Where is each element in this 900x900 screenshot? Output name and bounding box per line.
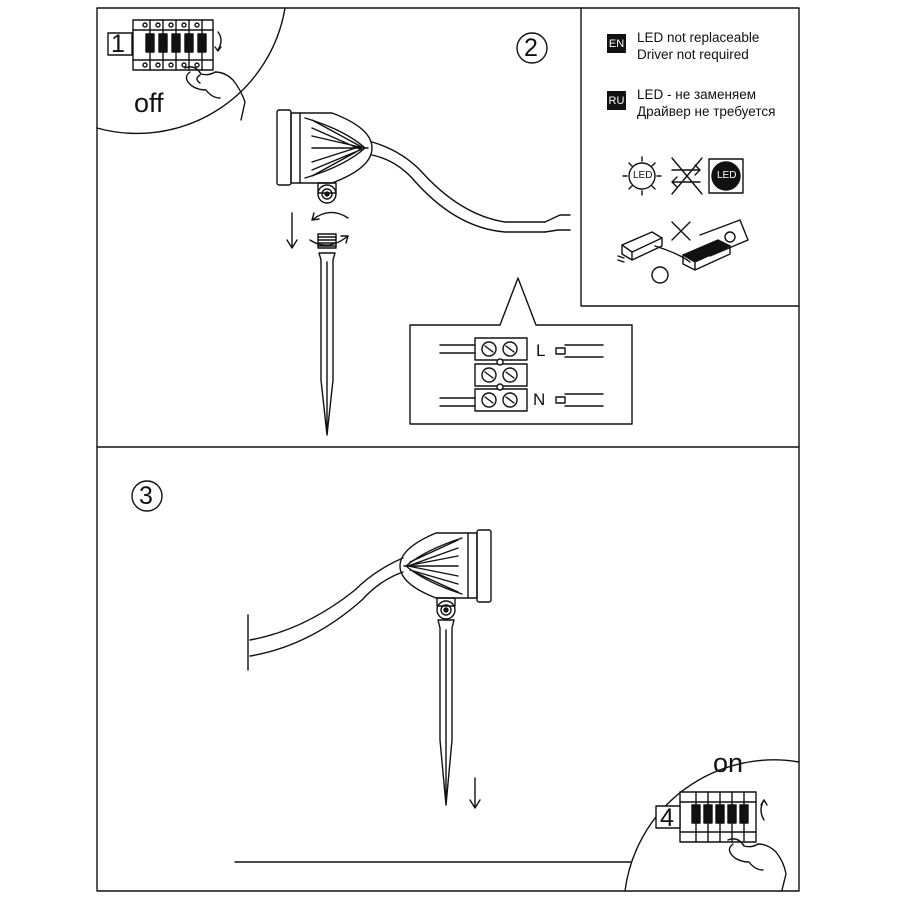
led-chip-label: LED — [717, 170, 737, 181]
spotlight-head — [277, 110, 570, 232]
ru-line1: LED - не заменяем — [637, 87, 757, 102]
step1-circle — [97, 8, 285, 133]
en-line1: LED not replaceable — [637, 30, 760, 45]
live-label: L — [536, 341, 546, 360]
driver-not-required-illustration — [618, 220, 748, 283]
en-tag: EN — [607, 34, 626, 53]
en-line2: Driver not required — [637, 47, 749, 62]
down-arrow-icon — [287, 213, 297, 248]
step2-number: 2 — [524, 34, 538, 62]
step1-caption: off — [134, 88, 164, 118]
step1-number: 1 — [111, 30, 125, 58]
led-not-replaceable-icon — [672, 158, 702, 194]
installed-spotlight — [248, 530, 491, 805]
step4-circle — [625, 760, 799, 891]
wiring-callout — [410, 278, 632, 424]
outer-frame — [97, 8, 799, 891]
step4-number: 4 — [660, 804, 674, 832]
ru-tag: RU — [607, 91, 626, 110]
led-bulb-label: LED — [633, 170, 653, 181]
step3-number: 3 — [139, 482, 153, 510]
neutral-label: N — [533, 390, 546, 409]
step4-caption: on — [713, 748, 744, 778]
hand-icon — [728, 839, 786, 890]
down-arrow-icon — [470, 778, 480, 808]
ru-line2: Драйвер не требуется — [637, 104, 776, 119]
